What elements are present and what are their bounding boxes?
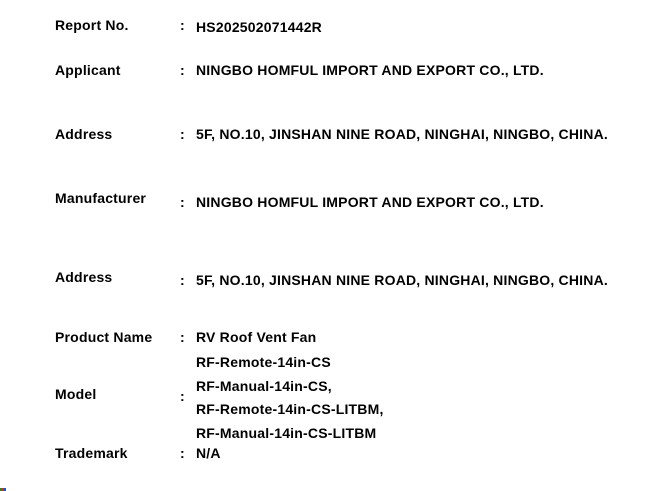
model-value-line-3 [0,401,647,421]
report-no-row [0,17,647,37]
applicant-label: Applicant [55,62,121,78]
product-name-label: Product Name [55,329,153,345]
model-label: Model [55,386,97,402]
applicant-row [0,62,647,82]
manufacturer-label: Manufacturer [55,190,147,206]
product-name-value: RV Roof Vent Fan [196,329,317,345]
trademark-colon: : [180,445,185,461]
model-value-3: RF-Remote-14in-CS-LITBM, [196,401,384,417]
address-2-colon: : [180,272,185,288]
address-2-value: 5F, NO.10, JINSHAN NINE ROAD, NINGHAI, NINGBO, CHINA. [196,272,608,288]
trademark-row [0,445,647,465]
report-no-colon: : [180,17,185,33]
manufacturer-value: NINGBO HOMFUL IMPORT AND EXPORT CO., LTD. [196,194,544,210]
model-value-4: RF-Manual-14in-CS-LITBM [196,425,377,441]
model-value-2: RF-Manual-14in-CS, [196,378,332,394]
model-colon: : [180,388,185,404]
applicant-value: NINGBO HOMFUL IMPORT AND EXPORT CO., LTD. [196,62,544,78]
product-name-colon: : [180,329,185,345]
model-value-line-1 [0,354,647,374]
address-2-row [0,269,647,289]
product-name-row [0,329,647,349]
model-value-1: RF-Remote-14in-CS [196,354,331,370]
address-1-value: 5F, NO.10, JINSHAN NINE ROAD, NINGHAI, NINGBO, CHINA. [196,126,608,142]
applicant-colon: : [180,62,185,78]
address-2-label: Address [55,269,113,285]
report-no-value: HS202502071442R [196,19,322,35]
manufacturer-row [0,190,647,210]
address-1-label: Address [55,126,113,142]
trademark-label: Trademark [55,445,128,461]
model-value-line-4 [0,425,647,445]
report-no-label: Report No. [55,17,129,33]
address-1-row [0,126,647,146]
address-1-colon: : [180,126,185,142]
trademark-value: N/A [196,445,221,461]
manufacturer-colon: : [180,194,185,210]
